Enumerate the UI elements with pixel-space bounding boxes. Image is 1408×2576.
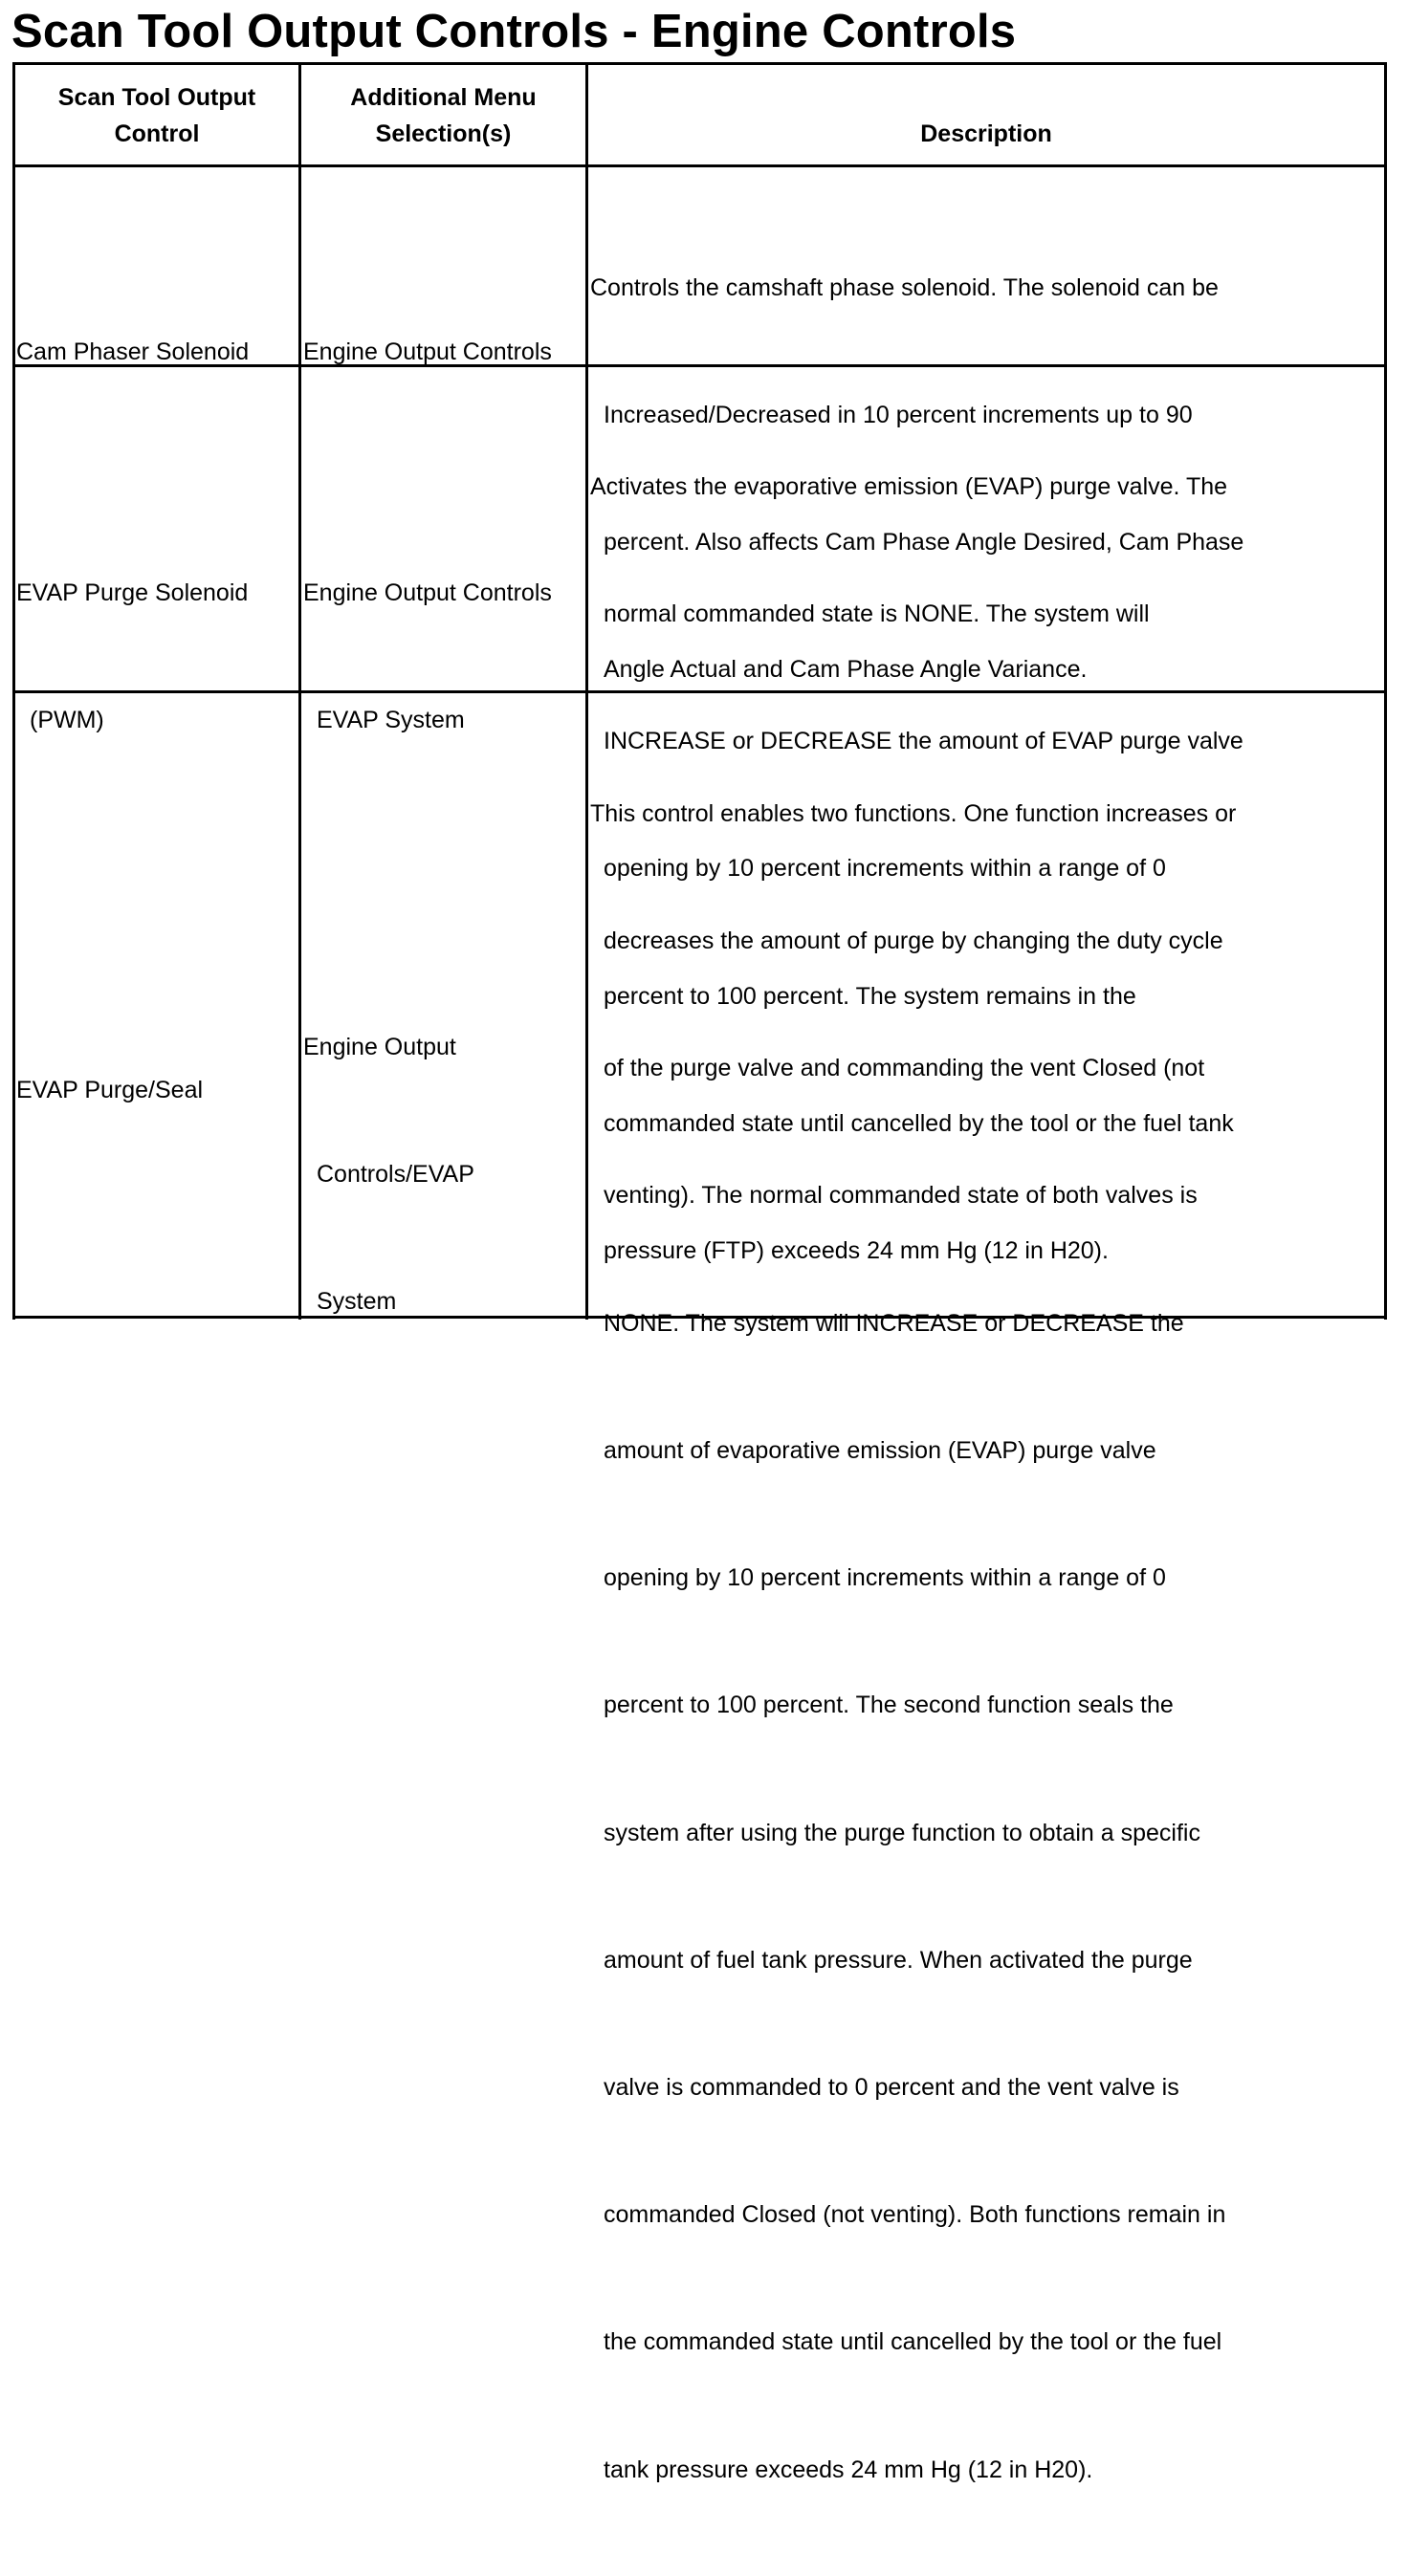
- description-line: commanded state until cancelled by the tool or the fuel tank: [604, 1109, 1234, 1137]
- header-divider: [12, 164, 1387, 167]
- description-line: This control enables two functions. One function increases or: [590, 799, 1237, 827]
- description-line: NONE. The system will INCREASE or DECREASE the: [604, 1309, 1184, 1337]
- control-name-cont: (PWM): [30, 707, 104, 734]
- table-row-3-menu: [303, 941, 474, 1408]
- column-header-menu: Additional Menu Selection(s): [350, 84, 537, 147]
- menu-selection: Engine Output Controls: [303, 338, 552, 365]
- table-row-3-control: [16, 984, 203, 1196]
- menu-selection: Engine Output: [303, 1033, 456, 1060]
- column-divider: [298, 63, 301, 1320]
- description-line: Increased/Decreased in 10 percent increments up to 90: [604, 402, 1193, 429]
- description-line: percent. Also affects Cam Phase Angle Desired, Cam Phase: [604, 529, 1244, 557]
- description-line: Activates the evaporative emission (EVAP) purge valve. The: [590, 472, 1228, 500]
- table-row-3-description: [590, 708, 1236, 2576]
- description-line: opening by 10 percent increments within a range of 0: [604, 855, 1166, 883]
- menu-selection-cont: System: [317, 1288, 397, 1316]
- description-line: venting). The normal commanded state of both valves is: [604, 1182, 1198, 1210]
- page-title: Scan Tool Output Controls - Engine Controls: [11, 6, 1017, 57]
- menu-selection: Engine Output Controls: [303, 579, 552, 606]
- description-line: decreases the amount of purge by changing the duty cycle: [604, 928, 1223, 955]
- control-name: EVAP Purge/Seal: [16, 1076, 204, 1103]
- description-line: commanded Closed (not venting). Both functions remain in: [604, 2201, 1226, 2229]
- menu-selection-cont: Controls/EVAP: [317, 1161, 474, 1189]
- description-line: valve is commanded to 0 percent and the vent valve is: [604, 2074, 1179, 2101]
- description-line: amount of evaporative emission (EVAP) purge valve: [604, 1436, 1156, 1464]
- description-line: system after using the purge function to obtain a specific: [604, 1819, 1200, 1846]
- description-line: Controls the camshaft phase solenoid. The solenoid can be: [590, 273, 1219, 301]
- table-row-1-control: [16, 246, 249, 458]
- description-line: of the purge valve and commanding the vent Closed (not: [604, 1055, 1205, 1082]
- table-border-left: [12, 63, 15, 1320]
- description-line: opening by 10 percent increments within a range of 0: [604, 1564, 1166, 1592]
- column-header-description: Description: [920, 120, 1052, 147]
- column-header-control: Scan Tool Output Control: [57, 84, 256, 147]
- description-line: tank pressure exceeds 24 mm Hg (12 in H20).: [604, 2456, 1093, 2483]
- description-line: INCREASE or DECREASE the amount of EVAP purge valve: [604, 728, 1243, 755]
- table-row-2-control: [16, 487, 248, 826]
- control-name: EVAP Purge Solenoid: [16, 579, 249, 606]
- column-divider: [585, 63, 588, 1320]
- table-row-2-menu: [303, 487, 552, 826]
- description-line: the commanded state until cancelled by the tool or the fuel: [604, 2328, 1222, 2356]
- description-line: pressure (FTP) exceeds 24 mm Hg (12 in H20).: [604, 1237, 1109, 1265]
- description-line: normal commanded state is NONE. The system will: [604, 600, 1150, 628]
- description-line: Angle Actual and Cam Phase Angle Variance.: [604, 656, 1088, 684]
- table-row-1-menu: [303, 246, 552, 458]
- menu-selection-cont: EVAP System: [317, 707, 465, 734]
- table-border-right: [1384, 63, 1387, 1320]
- description-line: amount of fuel tank pressure. When activated the purge: [604, 1946, 1193, 1974]
- description-line: percent to 100 percent. The second function seals the: [604, 1692, 1174, 1719]
- table-border-top: [12, 62, 1387, 65]
- control-name: Cam Phaser Solenoid: [16, 338, 250, 365]
- description-line: percent to 100 percent. The system remains in the: [604, 982, 1136, 1010]
